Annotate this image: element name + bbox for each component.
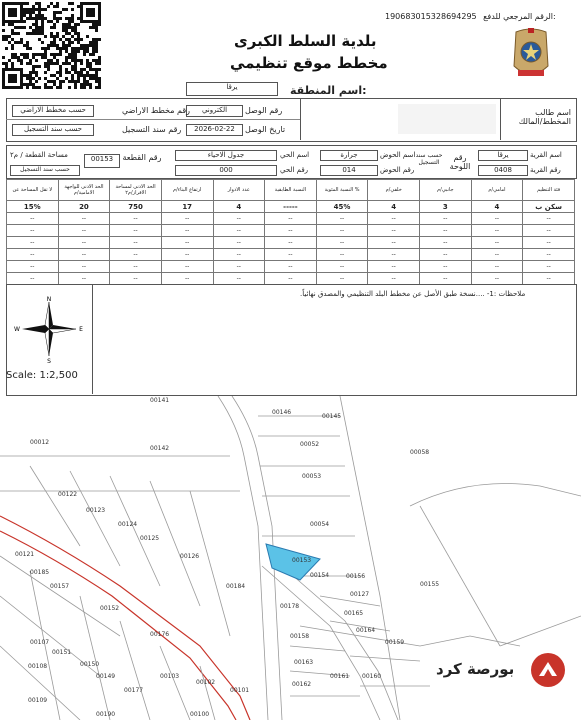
receipt-date-label: تاريخ الوصل (245, 125, 286, 134)
regulations-row (7, 201, 575, 213)
basin-no-value: 014 (320, 165, 378, 176)
parcel-label: 00058 (410, 449, 430, 456)
regulations-header-cell: الحد الادنى لمساحة الافراز/م٢ (110, 180, 162, 201)
parcel-label: 00145 (322, 413, 342, 420)
parcel-label: 00125 (140, 535, 160, 542)
parcel-label: 00100 (190, 711, 210, 718)
regulations-empty-cell: -- (368, 213, 420, 225)
regulations-header-cell: النسبة المئوية % (316, 180, 368, 201)
regulations-empty-cell: -- (265, 213, 317, 225)
quarter-name-label: اسم الحي (280, 151, 310, 159)
compass-south: S (47, 358, 51, 364)
parcel-label: 00165 (344, 610, 364, 617)
parcel-no-value: 00153 (84, 154, 120, 168)
parcel-label: 00121 (15, 551, 35, 558)
quarter-no-value: 000 (175, 165, 277, 176)
parcel-label: 00108 (28, 663, 48, 670)
regulations-empty-cell: -- (316, 237, 368, 249)
regulations-empty-cell: -- (471, 261, 523, 273)
regulations-empty-cell: -- (471, 273, 523, 285)
regulations-empty-row (7, 261, 575, 273)
regulations-empty-cell: -- (110, 273, 162, 285)
parcel-label: 00151 (52, 649, 72, 656)
regulations-empty-cell: -- (420, 237, 472, 249)
regulations-empty-cell: -- (7, 237, 59, 249)
parcel-label: 00103 (160, 673, 180, 680)
parcel-label: 00159 (385, 639, 405, 646)
regulations-empty-cell: -- (523, 225, 575, 237)
receipt-date-value: 2026-02-22 (186, 124, 243, 136)
quarter-name-value: جدول الاحياء (175, 150, 277, 161)
applicant-label: اسم طالب المخطط/المالك (518, 108, 571, 126)
regulations-empty-cell: -- (420, 225, 472, 237)
compass-north: N (46, 296, 52, 303)
parcel-label: 00101 (230, 687, 250, 694)
regulations-empty-cell: -- (316, 249, 368, 261)
parcel-label: 00146 (272, 409, 292, 416)
parcel-label: 00178 (280, 603, 300, 610)
parcel-label: 00053 (302, 473, 322, 480)
regulations-empty-cell: -- (213, 273, 265, 285)
regulations-empty-cell: -- (265, 249, 317, 261)
regulations-empty-row (7, 213, 575, 225)
area-label: مساحة القطعة / م٢ (10, 151, 68, 159)
regulations-empty-cell: -- (265, 225, 317, 237)
regulations-empty-cell: -- (368, 237, 420, 249)
parcel-label: 00185 (30, 569, 50, 576)
regulations-empty-cell: -- (213, 237, 265, 249)
regulations-empty-row (7, 273, 575, 285)
parcel-label: 00158 (290, 633, 310, 640)
parcel-label: 00153 (292, 557, 312, 564)
notes-text: ملاحظات :1- ....نسخة طبق الأصل عن مخطط البلد التنظيمي والمصدق نهائياً. (300, 290, 526, 298)
brand-logo-icon (530, 652, 566, 688)
jordan-emblem-icon (508, 26, 554, 84)
regulations-empty-cell: -- (110, 237, 162, 249)
regulations-cell: 4 (368, 201, 420, 213)
regulations-empty-cell: -- (7, 225, 59, 237)
regulations-cell: 3 (420, 201, 472, 213)
parcel-label: 00124 (118, 521, 138, 528)
regulations-empty-cell: -- (523, 273, 575, 285)
plate-note: حسب سند التسجيل (415, 152, 443, 166)
regulations-empty-cell: -- (316, 225, 368, 237)
parcel-label: 00176 (150, 631, 170, 638)
parcel-label: 00150 (80, 661, 100, 668)
regulations-empty-cell: -- (265, 237, 317, 249)
village-no-value: 0408 (478, 165, 528, 176)
regulations-empty-cell: -- (110, 249, 162, 261)
regulations-empty-cell: -- (471, 237, 523, 249)
regulations-empty-cell: -- (7, 213, 59, 225)
regulations-empty-cell: -- (368, 225, 420, 237)
quarter-no-label: رقم الحي (280, 166, 309, 174)
regulations-empty-cell: -- (368, 261, 420, 273)
regulations-empty-cell: -- (471, 225, 523, 237)
reg-bond-note: حسب سند التسجيل (12, 124, 94, 136)
regulations-cell: 4 (471, 201, 523, 213)
regulations-empty-cell: -- (523, 249, 575, 261)
parcel-label: 00052 (300, 441, 320, 448)
parcel-label: 00184 (226, 583, 246, 590)
land-plan-note: حسب مخطط الاراضي (12, 105, 94, 117)
parcel-label: 00149 (96, 673, 116, 680)
area-note: حسب سند التسجيل (10, 165, 80, 176)
basin-name-value: جرارة (320, 150, 378, 161)
regulations-header-cell: امامي/م (471, 180, 523, 201)
regulations-header-cell: ارتفاع البناء/م (161, 180, 213, 201)
regulations-empty-cell: -- (316, 261, 368, 273)
parcel-label: 00126 (180, 553, 200, 560)
regulations-cell: سكن ب (523, 201, 575, 213)
regulations-empty-cell: -- (368, 273, 420, 285)
regulations-empty-cell: -- (213, 261, 265, 273)
regulations-header-cell: لا تقل المساحة عن (7, 180, 59, 201)
brand-name: بورصة كرد (436, 660, 515, 678)
regulations-cell: 4 (213, 201, 265, 213)
parcel-label: 00054 (310, 521, 330, 528)
parcel-label: 00109 (28, 697, 48, 704)
regulations-empty-cell: -- (161, 237, 213, 249)
regulations-empty-cell: -- (7, 261, 59, 273)
regulations-empty-cell: -- (213, 225, 265, 237)
receipt-label: رقم الوصل (245, 106, 283, 115)
parcel-label: 00012 (30, 439, 50, 446)
reference-number-row (385, 12, 556, 21)
applicant-value (398, 104, 496, 134)
regulations-empty-cell: -- (368, 249, 420, 261)
village-name-value: يرقا (478, 150, 528, 161)
regulations-empty-cell: -- (265, 261, 317, 273)
parcel-label: 00162 (292, 681, 312, 688)
regulations-empty-cell: -- (420, 273, 472, 285)
regulations-cell: 45% (316, 201, 368, 213)
zone-value: يرقا (186, 82, 278, 96)
map-scale: Scale: 1:2,500 (6, 370, 78, 381)
regulations-empty-cell: -- (161, 273, 213, 285)
compass-east: E (79, 326, 83, 333)
parcel-label: 00154 (310, 572, 330, 579)
regulations-empty-cell: -- (58, 237, 110, 249)
parcel-label: 00163 (294, 659, 314, 666)
parcel-label: 00127 (350, 591, 370, 598)
zone-label: اسم المنطقة: (290, 84, 367, 97)
parcel-label: 00177 (124, 687, 144, 694)
regulations-cell: 17 (161, 201, 213, 213)
parcel-label: 00156 (346, 573, 366, 580)
parcel-label: 00190 (96, 711, 116, 718)
parcel-label: 00107 (30, 639, 50, 646)
regulations-header-cell: جانبي/م (420, 180, 472, 201)
regulations-empty-cell: -- (58, 273, 110, 285)
reference-number: 19068301532869429​5 (385, 12, 477, 21)
basin-no-label: رقم الحوض (380, 166, 415, 174)
regulations-empty-cell: -- (161, 261, 213, 273)
regulations-table (6, 179, 575, 285)
regulations-header-cell: خلفي/م (368, 180, 420, 201)
regulations-empty-cell: -- (110, 225, 162, 237)
village-no-label: رقم القرية (530, 166, 561, 174)
regulations-empty-cell: -- (58, 213, 110, 225)
regulations-empty-cell: -- (213, 213, 265, 225)
parcel-label: 00122 (58, 491, 78, 498)
village-name-label: اسم القرية (530, 151, 562, 159)
regulations-empty-cell: -- (265, 273, 317, 285)
regulations-empty-cell: -- (7, 273, 59, 285)
regulations-empty-row (7, 237, 575, 249)
regulations-empty-cell: -- (523, 237, 575, 249)
parcel-no-label: رقم القطعة (122, 153, 162, 162)
parcel-label: 00161 (330, 673, 350, 680)
regulations-empty-cell: -- (58, 225, 110, 237)
regulations-cell: 15% (7, 201, 59, 213)
parcel-label: 00164 (356, 627, 376, 634)
regulations-empty-cell: -- (110, 213, 162, 225)
reg-bond-no-label: رقم سند التسجيل (122, 125, 182, 134)
regulations-empty-row (7, 249, 575, 261)
parcel-label: 00141 (150, 397, 170, 404)
parcel-label: 00152 (100, 605, 120, 612)
regulations-empty-cell: -- (316, 213, 368, 225)
regulations-empty-cell: -- (161, 213, 213, 225)
receipt-value: الكتروني (186, 105, 243, 117)
land-plan-no-label: رقم مخطط الاراضي (122, 106, 191, 115)
reference-label: الرقم المرجعي للدفع: (483, 12, 556, 21)
regulations-empty-cell: -- (420, 261, 472, 273)
parcel-label: 00157 (50, 583, 70, 590)
regulations-header-cell: عدد الادوار (213, 180, 265, 201)
document-title: مخطط موقع تنظيمي (230, 54, 388, 72)
parcel-label: 00102 (196, 679, 216, 686)
regulations-cell: 750 (110, 201, 162, 213)
regulations-header-cell: فئة التنظيم (523, 180, 575, 201)
regulations-header-cell: النسبة الطابقية (265, 180, 317, 201)
compass-rose-icon (14, 294, 84, 364)
regulations-empty-cell: -- (316, 273, 368, 285)
parcel-label: 00155 (420, 581, 440, 588)
regulations-empty-cell: -- (58, 249, 110, 261)
regulations-empty-cell: -- (58, 261, 110, 273)
regulations-empty-cell: -- (420, 249, 472, 261)
qr-code (2, 2, 102, 90)
regulations-empty-cell: -- (420, 213, 472, 225)
compass-west: W (14, 326, 20, 333)
parcel-label: 00142 (150, 445, 170, 452)
parcel-label: 00123 (86, 507, 106, 514)
regulations-header-cell: الحد الادنى للواجهة الامامية/م (58, 180, 110, 201)
regulations-empty-cell: -- (523, 213, 575, 225)
regulations-empty-cell: -- (471, 213, 523, 225)
regulations-cell: ----- (265, 201, 317, 213)
basin-name-label: اسم الحوض (380, 151, 416, 159)
regulations-empty-cell: -- (161, 249, 213, 261)
regulations-empty-cell: -- (161, 225, 213, 237)
plate-label: رقم اللوحة (449, 153, 471, 171)
regulations-empty-cell: -- (213, 249, 265, 261)
municipality-name: بلدية السلط الكبرى (234, 32, 377, 50)
regulations-header-row (7, 180, 575, 201)
regulations-empty-cell: -- (471, 249, 523, 261)
regulations-empty-cell: -- (110, 261, 162, 273)
regulations-empty-row (7, 225, 575, 237)
regulations-empty-cell: -- (523, 261, 575, 273)
regulations-empty-cell: -- (7, 249, 59, 261)
regulations-cell: 20 (58, 201, 110, 213)
parcel-label: 00160 (362, 673, 382, 680)
